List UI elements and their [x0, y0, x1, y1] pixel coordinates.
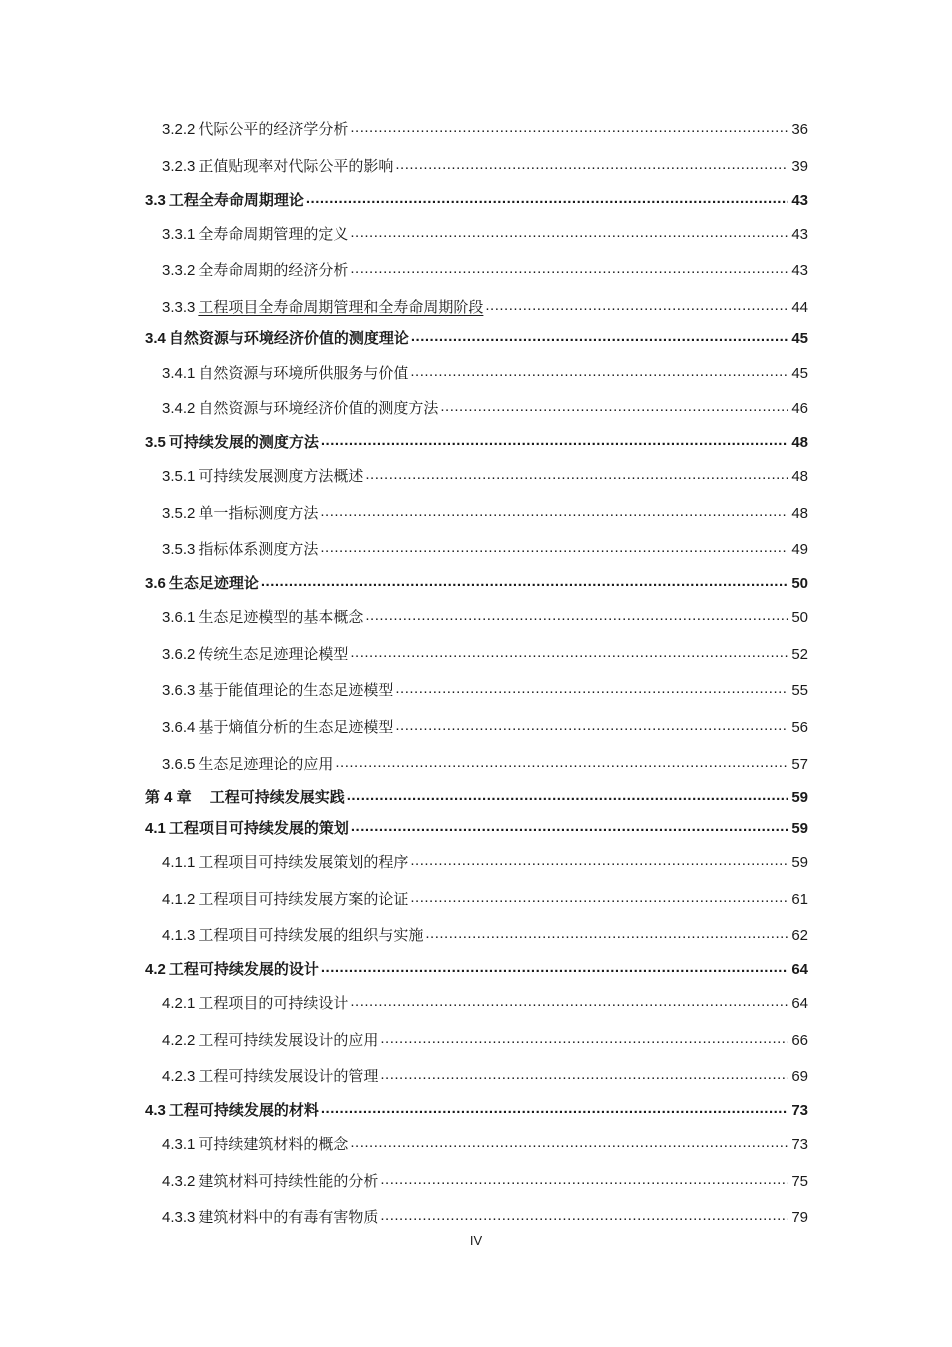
toc-section-entry[interactable] [145, 1101, 808, 1121]
toc-entry-title: 工程项目全寿命周期管理和全寿命周期阶段 [198, 299, 484, 316]
toc-subsection-entry[interactable] [162, 261, 808, 281]
dot-leader [380, 1067, 788, 1087]
toc-entry-title: 传统生态足迹理论模型 [198, 646, 349, 663]
dot-leader [347, 788, 788, 808]
dot-leader [410, 853, 788, 873]
dot-leader [321, 960, 788, 980]
toc-entry-title: 自然资源与环境所供服务与价值 [198, 365, 409, 382]
toc-section-entry[interactable] [145, 574, 808, 594]
toc-entry-number: 4.2.1 [162, 995, 196, 1012]
toc-entry-title: 可持续建筑材料的概念 [198, 1136, 349, 1153]
toc-entry-title: 单一指标测度方法 [198, 505, 319, 522]
toc-entry-title: 工程可持续发展实践 [194, 789, 345, 806]
dot-leader [306, 191, 788, 211]
toc-entry-number: 3.6 [145, 575, 166, 592]
toc-entry-page: 61 [791, 891, 808, 908]
toc-entry-title: 工程可持续发展的设计 [168, 961, 319, 978]
toc-entry-page: 69 [791, 1068, 808, 1085]
toc-entry-page: 73 [791, 1102, 808, 1119]
dot-leader [380, 1031, 788, 1051]
toc-entry-number: 3.6.5 [162, 756, 196, 773]
toc-entry-title: 生态足迹理论的应用 [198, 756, 334, 773]
dot-leader [380, 1172, 788, 1192]
toc-entry-title: 生态足迹理论 [168, 575, 259, 592]
toc-entry-number: 3.4.1 [162, 365, 196, 382]
toc-entry-title: 代际公平的经济学分析 [198, 121, 349, 138]
toc-entry-title: 工程项目可持续发展的组织与实施 [198, 927, 424, 944]
toc-entry-number: 3.3.3 [162, 299, 196, 316]
toc-entry-number: 4.1.2 [162, 891, 196, 908]
dot-leader [320, 540, 788, 560]
dot-leader [395, 157, 788, 177]
toc-entry-page: 48 [791, 468, 808, 485]
toc-entry-number: 第 4 章 [145, 789, 192, 806]
toc-entry-title: 工程全寿命周期理论 [168, 192, 304, 209]
toc-entry-title: 工程项目可持续发展的策划 [168, 820, 349, 837]
dot-leader [440, 399, 788, 419]
toc-entry-number: 3.2.2 [162, 121, 196, 138]
toc-subsection-entry[interactable] [162, 120, 808, 140]
toc-entry-number: 4.2.2 [162, 1032, 196, 1049]
toc-entry-page: 79 [791, 1209, 808, 1226]
toc-entry-title: 建筑材料可持续性能的分析 [198, 1173, 379, 1190]
dot-leader [410, 364, 788, 384]
toc-entry-page: 46 [791, 400, 808, 417]
toc-entry-page: 55 [791, 682, 808, 699]
toc-entry-page: 50 [791, 575, 808, 592]
toc-entry-page: 64 [791, 995, 808, 1012]
dot-leader [350, 120, 788, 140]
toc-section-entry[interactable] [145, 191, 808, 211]
toc-subsection-entry[interactable] [162, 298, 808, 318]
toc-entry-number: 3.5 [145, 434, 166, 451]
toc-entry-title: 正值贴现率对代际公平的影响 [198, 158, 394, 175]
toc-entry-number: 3.3.2 [162, 262, 196, 279]
dot-leader [425, 926, 788, 946]
toc-subsection-entry[interactable] [162, 540, 808, 560]
toc-entry-title: 可持续发展的测度方法 [168, 434, 319, 451]
toc-subsection-entry[interactable] [162, 1067, 808, 1087]
toc-entry-page: 66 [791, 1032, 808, 1049]
toc-section-entry[interactable] [145, 788, 808, 808]
toc-subsection-entry[interactable] [162, 364, 808, 384]
toc-entry-number: 3.4.2 [162, 400, 196, 417]
toc-entry-title: 工程可持续发展设计的应用 [198, 1032, 379, 1049]
dot-leader [410, 890, 788, 910]
page-number: IV [469, 1233, 483, 1248]
toc-subsection-entry[interactable] [162, 926, 808, 946]
dot-leader [320, 504, 788, 524]
toc-entry-page: 43 [791, 192, 808, 209]
toc-entry-number: 3.3.1 [162, 226, 196, 243]
dot-leader [261, 574, 788, 594]
toc-entry-page: 36 [791, 121, 808, 138]
toc-entry-page: 43 [791, 226, 808, 243]
toc-entry-title: 工程项目可持续发展方案的论证 [198, 891, 409, 908]
toc-entry-number: 4.2.3 [162, 1068, 196, 1085]
dot-leader [350, 645, 788, 665]
toc-subsection-entry[interactable] [162, 1208, 808, 1228]
toc-entry-number: 3.5.2 [162, 505, 196, 522]
toc-entry-number: 3.4 [145, 330, 166, 347]
toc-entry-number: 3.3 [145, 192, 166, 209]
dot-leader [350, 994, 788, 1014]
toc-entry-title: 自然资源与环境经济价值的测度理论 [168, 330, 409, 347]
toc-subsection-entry[interactable] [162, 718, 808, 738]
toc-subsection-entry[interactable] [162, 399, 808, 419]
toc-entry-number: 4.3.1 [162, 1136, 196, 1153]
toc-entry-number: 3.6.1 [162, 609, 196, 626]
dot-leader [365, 467, 788, 487]
toc-entry-title: 工程项目可持续发展策划的程序 [198, 854, 409, 871]
toc-entry-number: 3.2.3 [162, 158, 196, 175]
toc-subsection-entry[interactable] [162, 157, 808, 177]
toc-subsection-entry[interactable] [162, 1031, 808, 1051]
toc-entry-number: 4.3 [145, 1102, 166, 1119]
dot-leader [350, 261, 788, 281]
toc-entry-page: 44 [791, 299, 808, 316]
toc-entry-page: 59 [791, 789, 808, 806]
toc-entry-number: 4.2 [145, 961, 166, 978]
toc-entry-title: 生态足迹模型的基本概念 [198, 609, 364, 626]
toc-entry-page: 49 [791, 541, 808, 558]
toc-entry-page: 73 [791, 1136, 808, 1153]
toc-entry-page: 45 [791, 365, 808, 382]
toc-entry-page: 56 [791, 719, 808, 736]
toc-subsection-entry[interactable] [162, 1172, 808, 1192]
toc-entry-title: 工程项目的可持续设计 [198, 995, 349, 1012]
toc-subsection-entry[interactable] [162, 890, 808, 910]
toc-entry-number: 3.5.3 [162, 541, 196, 558]
toc-entry-page: 75 [791, 1173, 808, 1190]
toc-entry-title: 工程可持续发展的材料 [168, 1102, 319, 1119]
toc-entry-page: 59 [791, 820, 808, 837]
toc-entry-page: 48 [791, 434, 808, 451]
dot-leader [395, 718, 788, 738]
dot-leader [411, 329, 788, 349]
toc-entry-page: 45 [791, 330, 808, 347]
dot-leader [351, 819, 788, 839]
toc-entry-page: 62 [791, 927, 808, 944]
toc-entry-page: 50 [791, 609, 808, 626]
toc-subsection-entry[interactable] [162, 608, 808, 628]
toc-subsection-entry[interactable] [162, 755, 808, 775]
toc-entry-title: 建筑材料中的有毒有害物质 [198, 1209, 379, 1226]
toc-subsection-entry[interactable] [162, 645, 808, 665]
toc-entry-number: 3.6.2 [162, 646, 196, 663]
dot-leader [321, 433, 788, 453]
toc-entry-title: 全寿命周期管理的定义 [198, 226, 349, 243]
toc-subsection-entry[interactable] [162, 225, 808, 245]
toc-entry-number: 3.6.3 [162, 682, 196, 699]
toc-entry-page: 52 [791, 646, 808, 663]
toc-entry-number: 3.6.4 [162, 719, 196, 736]
dot-leader [350, 1135, 788, 1155]
toc-entry-page: 43 [791, 262, 808, 279]
toc-entry-title: 基于熵值分析的生态足迹模型 [198, 719, 394, 736]
toc-entry-number: 4.3.3 [162, 1209, 196, 1226]
toc-subsection-entry[interactable] [162, 504, 808, 524]
toc-entry-page: 64 [791, 961, 808, 978]
toc-subsection-entry[interactable] [162, 853, 808, 873]
toc-subsection-entry[interactable] [162, 681, 808, 701]
toc-entry-number: 4.1 [145, 820, 166, 837]
toc-entry-title: 工程可持续发展设计的管理 [198, 1068, 379, 1085]
dot-leader [350, 225, 788, 245]
toc-entry-title: 自然资源与环境经济价值的测度方法 [198, 400, 439, 417]
toc-section-entry[interactable] [145, 819, 808, 839]
toc-entry-page: 39 [791, 158, 808, 175]
toc-section-entry[interactable] [145, 960, 808, 980]
toc-entry-page: 59 [791, 854, 808, 871]
toc-entry-title: 全寿命周期的经济分析 [198, 262, 349, 279]
toc-subsection-entry[interactable] [162, 467, 808, 487]
dot-leader [335, 755, 788, 775]
toc-entry-page: 57 [791, 756, 808, 773]
dot-leader [395, 681, 788, 701]
toc-section-entry[interactable] [145, 329, 808, 349]
toc-subsection-entry[interactable] [162, 994, 808, 1014]
dot-leader [485, 298, 788, 318]
toc-entry-number: 4.1.3 [162, 927, 196, 944]
toc-entry-title: 可持续发展测度方法概述 [198, 468, 364, 485]
toc-section-entry[interactable] [145, 433, 808, 453]
toc-entry-number: 4.3.2 [162, 1173, 196, 1190]
toc-entry-title: 基于能值理论的生态足迹模型 [198, 682, 394, 699]
toc-entry-page: 48 [791, 505, 808, 522]
toc-subsection-entry[interactable] [162, 1135, 808, 1155]
dot-leader [365, 608, 788, 628]
toc-entry-number: 4.1.1 [162, 854, 196, 871]
dot-leader [380, 1208, 788, 1228]
dot-leader [321, 1101, 788, 1121]
toc-entry-title: 指标体系测度方法 [198, 541, 319, 558]
toc-entry-number: 3.5.1 [162, 468, 196, 485]
